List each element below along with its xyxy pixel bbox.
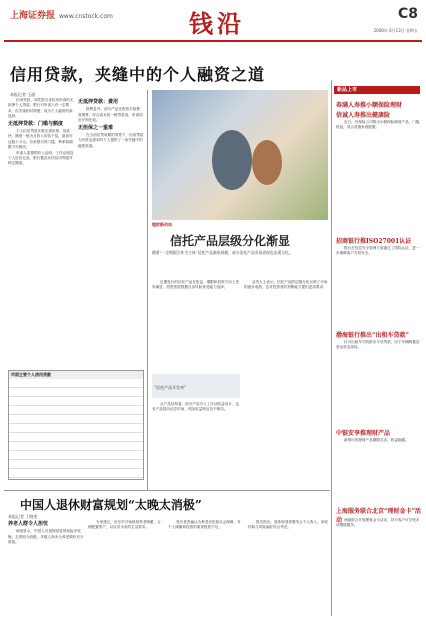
table-row — [9, 442, 143, 451]
bottom-column-3: 受访者普遍认为养老应依靠社会保障，对个人储蓄和投资的重视程度不足。 — [168, 520, 241, 530]
sidebar-item-title: 春满人寿推小额保险理财 — [336, 102, 403, 109]
feature-tag: 理财新动向 — [152, 222, 172, 227]
newspaper-logo: 上海证券报 www.cnstock.com — [10, 11, 113, 21]
sidebar-text: 新推出的理财产品期限灵活，收益稳健。 — [344, 438, 409, 442]
table-row — [9, 388, 143, 397]
sidebar-item-title: 渤海银行推出“出租车贷款” — [336, 332, 409, 339]
sidebar-text: 针对出租车司机推出专项贷款，用于车辆购置及营运资金周转。 — [336, 340, 420, 350]
sidebar-divider — [331, 80, 332, 616]
table-row — [9, 415, 143, 424]
feature-headline: 信托产品层级分化渐显 — [170, 234, 291, 248]
page-number: C8 — [397, 6, 418, 22]
bottom-column-4: 报告指出，退休规划需要结合个人收入、家庭结构与风险偏好综合考虑。 — [248, 520, 328, 530]
feature-photo — [152, 90, 328, 220]
sidebar-text: 银行在信息安全管理方面通过了国际认证，进一步保障客户交易安全。 — [336, 246, 420, 256]
feature-column-3: 从产品结构看，部分产品引入了浮动收益设计，也有产品投向证券市场，风险收益特征各不相同。 — [152, 402, 240, 412]
lead-column-2: 无抵押贷款：费用 除利息外，部分产品还收取手续费、管理费，综合成本较一般贷款高，申请前应仔细比较。 无担保之一重难 在当前信贷收紧的背景下，信用贷款为有资金需求的个人提供了一条夹缝中的融资渠道。 — [78, 99, 144, 148]
lead-headline: 信用贷款，夹缝中的个人融资之道 — [10, 65, 266, 84]
masthead-rule — [4, 40, 422, 42]
table-row — [9, 397, 143, 406]
lead-column-1: 信用贷款，即凭借自身信用申请的无抵押个人贷款。银行对申请人有一定要求，但手续相对简便，成为个人融资的新选择。 无抵押贷款：门槛与额度 个人信用贷款多数无需担保，放款快，额度一般为月收入的若干倍，最高可达数十万元。各家银行的门槛、利率和期限不尽相同。 申请人需提供收入证明、工作证明及个人征信记录，银行据此评估信用等级并核定额度。 — [8, 98, 74, 166]
loan-table — [8, 370, 144, 480]
table-caption: 市面主要个人信用贷款 — [9, 371, 143, 379]
bottom-byline: 本报记者 丁晓雯 — [8, 514, 38, 519]
photo-figure — [252, 140, 282, 185]
table-row — [9, 433, 143, 442]
feature-intro: 随着“一定期限合作为主体”信托产品渐成规模，部分信托产品市场表现也出现分化。 — [152, 250, 293, 255]
table-row — [9, 406, 143, 415]
table-row — [9, 379, 143, 388]
feature-column-2: 业内人士表示，信托产品的层级分化反映了市场的逐步成熟，也对投资者的判断能力提出更高要求。 — [244, 280, 328, 290]
sidebar-text: 两地联合开展理财金卡活动，持卡客户可享受多项增值服务。 — [336, 518, 420, 528]
sidebar-item-title: 招商银行推ISO27001认证 — [336, 238, 412, 245]
table-row — [9, 424, 143, 433]
sidebar-item-title: 信诚人寿推出健康险 — [336, 112, 391, 119]
bottom-headline: 中国人退休财富规划“太晚太消极” — [20, 498, 202, 512]
bottom-column-2: 专家建议，应尽早开始规划养老储蓄，合理配置资产，以应对未来的生活需求。 — [88, 520, 161, 530]
chart-caption: “信托产品开发率” — [152, 374, 240, 398]
sidebar-text: 近日，有保险公司推出小额保险理财产品，门槛较低，适合普通家庭配置。 — [336, 120, 420, 130]
issue-date: 2008年 6月13日 星期五 — [373, 28, 418, 33]
bottom-column-1: 养老人群令人担忧 调查显示，中国人对退休财富规划起步较晚，态度较为消极，多数人尚未为养老做好充分准备。 — [8, 521, 84, 545]
sidebar-item-title: 中银安享推理财产品 — [336, 430, 391, 437]
table-row — [9, 451, 143, 460]
photo-figure — [212, 130, 252, 190]
bottom-divider — [4, 490, 330, 491]
table-row — [9, 469, 143, 478]
sidebar-item-title: 上海服务联合北京“理财金卡”活动 — [336, 508, 421, 524]
table-row — [9, 460, 143, 469]
sidebar-header: 新品上市 — [334, 86, 420, 94]
section-title: 钱沿 — [189, 9, 245, 38]
feature-column-1: 近期发行的信托产品在收益、期限和投资方向上差异渐显，投资者需根据自身风险承受能力选择。 — [152, 280, 240, 290]
lead-byline: 本报记者 王丽 — [10, 92, 36, 97]
column-divider — [147, 90, 148, 490]
